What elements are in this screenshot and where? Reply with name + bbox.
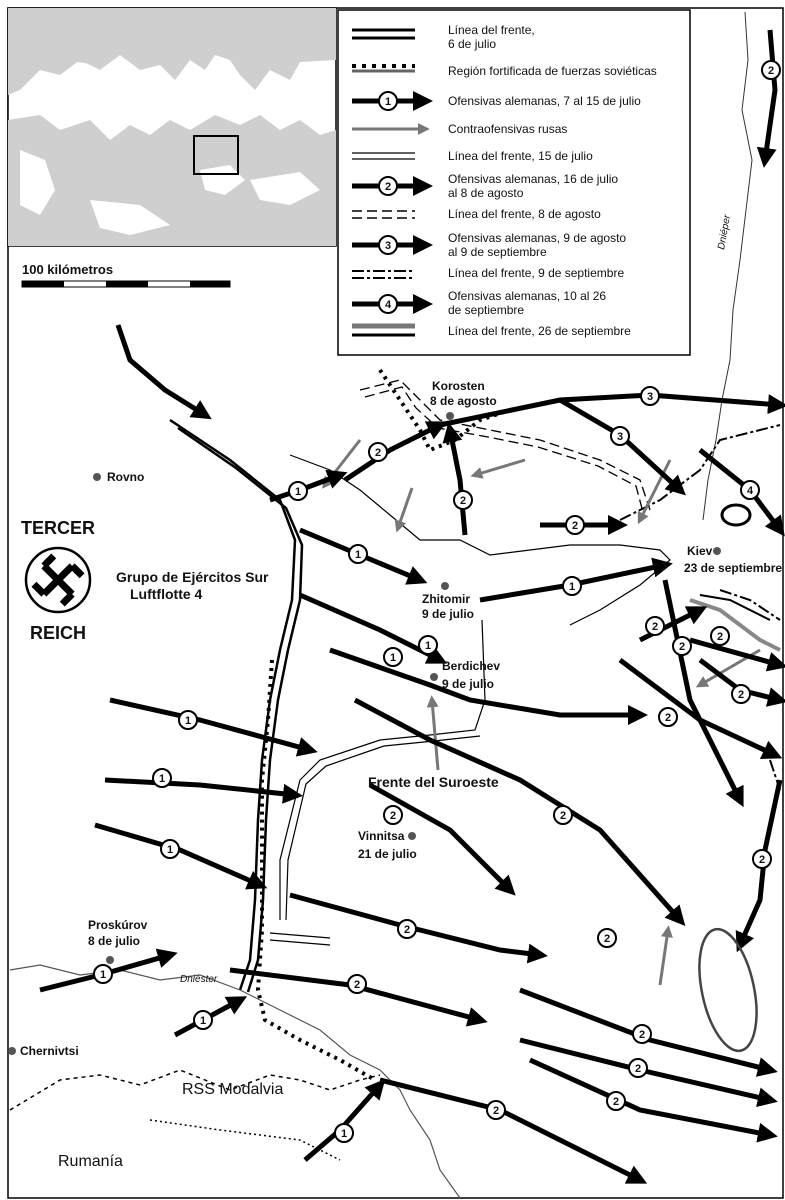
scale-bar <box>22 262 230 287</box>
city-proskurov: Proskúrov <box>88 918 148 932</box>
svg-text:1: 1 <box>99 969 107 981</box>
army-group-label: Grupo de Ejércitos Sur <box>116 569 269 585</box>
svg-text:2: 2 <box>634 1063 642 1075</box>
city-kiev-date: 23 de septiembre <box>684 561 783 575</box>
svg-text:1: 1 <box>568 581 576 593</box>
frontline-aug8 <box>360 380 650 516</box>
svg-text:2: 2 <box>612 1096 620 1108</box>
romania-label: Rumanía <box>58 1153 123 1170</box>
svg-text:2: 2 <box>459 495 467 507</box>
southwest-front-label: Frente del Suroeste <box>368 774 499 790</box>
svg-text:3: 3 <box>616 431 624 443</box>
city-proskurov-date: 8 de julio <box>88 934 141 948</box>
city-berdichev: Berdichev <box>442 659 501 673</box>
svg-text:2: 2 <box>758 854 766 866</box>
legend-line-sep9-label: Línea del frente, 9 de septiembre <box>448 266 625 280</box>
svg-text:1: 1 <box>158 773 166 785</box>
city-korosten-date: 8 de agosto <box>430 394 497 408</box>
svg-text:2: 2 <box>737 689 745 701</box>
svg-text:2: 2 <box>389 810 397 822</box>
reich-label: REICH <box>29 623 87 643</box>
city-vinnitsa-date: 21 de julio <box>358 847 417 861</box>
svg-text:1: 1 <box>389 652 397 664</box>
svg-text:2: 2 <box>374 447 382 459</box>
svg-text:2: 2 <box>492 1105 500 1117</box>
legend-offensive-3-label: Ofensivas alemanas, 9 de agosto <box>448 231 627 245</box>
legend-offensive-4-label: Ofensivas alemanas, 10 al 26 <box>448 289 607 303</box>
legend-offensive-1-label: Ofensivas alemanas, 7 al 15 de julio <box>448 94 641 108</box>
city-rovno: Rovno <box>107 470 145 484</box>
legend-badge-3: 3 <box>384 240 392 252</box>
luftflotte-label: Luftflotte 4 <box>130 586 203 602</box>
svg-text:2: 2 <box>664 712 672 724</box>
svg-text:1: 1 <box>354 549 362 561</box>
moldavia-label: RSS Modalvia <box>182 1081 284 1098</box>
legend-offensive-2-date: al 8 de agosto <box>448 186 524 200</box>
svg-text:1: 1 <box>340 1128 348 1140</box>
svg-text:2: 2 <box>678 641 686 653</box>
tercer-label: TERCER <box>20 518 96 538</box>
svg-text:2: 2 <box>571 520 579 532</box>
city-korosten: Korosten <box>432 379 485 393</box>
svg-text:2: 2 <box>716 631 724 643</box>
legend-offensive-3-date: al 9 de septiembre <box>448 245 547 259</box>
svg-text:2: 2 <box>767 65 775 77</box>
city-zhitomir: Zhitomir <box>422 592 470 606</box>
dniester-label: Dniéster <box>180 974 218 985</box>
legend-badge-2: 2 <box>384 181 392 193</box>
third-reich-emblem <box>21 518 95 643</box>
svg-text:1: 1 <box>294 486 302 498</box>
svg-text:1: 1 <box>166 844 174 856</box>
svg-text:2: 2 <box>651 621 659 633</box>
city-kiev: Kiev <box>687 544 713 558</box>
svg-text:1: 1 <box>424 640 432 652</box>
legend-line-jul6-date: 6 de julio <box>448 37 497 51</box>
dnieper-label: Dniéper <box>716 214 734 251</box>
svg-text:2: 2 <box>403 924 411 936</box>
svg-text:2: 2 <box>638 1029 646 1041</box>
uman-pocket <box>690 924 767 1056</box>
svg-text:2: 2 <box>603 933 611 945</box>
frontline-jul6 <box>170 420 302 992</box>
city-chernivtsi: Chernivtsi <box>20 1044 79 1058</box>
svg-text:4: 4 <box>746 485 754 497</box>
legend-fortified-label: Región fortificada de fuerzas soviéticas <box>448 64 657 78</box>
legend-offensive-4-date: de septiembre <box>448 303 525 317</box>
legend <box>338 10 690 355</box>
scale-label: 100 kilómetros <box>22 262 114 277</box>
legend-line-jul6-label: Línea del frente, <box>448 23 535 37</box>
city-berdichev-date: 9 de julio <box>442 677 495 691</box>
kiev-pocket <box>722 505 750 525</box>
svg-text:1: 1 <box>184 715 192 727</box>
frontline-sep9 <box>620 425 783 790</box>
legend-offensive-2-label: Ofensivas alemanas, 16 de julio <box>448 172 619 186</box>
dnieper-river <box>703 12 752 520</box>
europe-inset <box>8 8 336 246</box>
svg-text:3: 3 <box>646 391 654 403</box>
legend-line-jul15-label: Línea del frente, 15 de julio <box>448 149 593 163</box>
legend-badge-4: 4 <box>384 299 392 311</box>
legend-line-aug8-label: Línea del frente, 8 de agosto <box>448 207 601 221</box>
legend-counteroffensive-label: Contraofensivas rusas <box>448 122 568 136</box>
svg-text:2: 2 <box>559 810 567 822</box>
legend-line-sep26-label: Línea del frente, 26 de septiembre <box>448 324 631 338</box>
legend-badge-1: 1 <box>384 96 392 108</box>
svg-text:2: 2 <box>353 979 361 991</box>
city-vinnitsa: Vinnitsa <box>358 829 405 843</box>
svg-text:1: 1 <box>199 1015 207 1027</box>
city-zhitomir-date: 9 de julio <box>422 607 475 621</box>
